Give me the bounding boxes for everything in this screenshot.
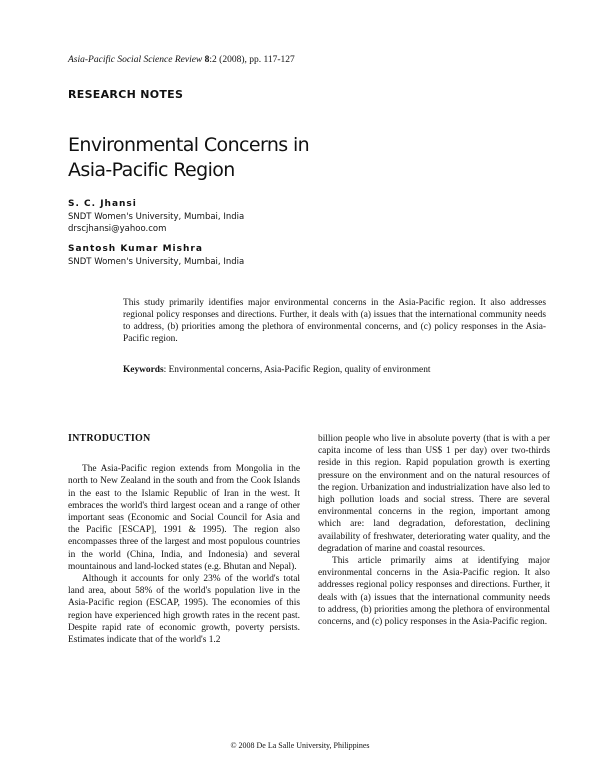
title-line-1: Environmental Concerns in: [68, 134, 310, 156]
body-paragraph-continued: billion people who live in absolute poverty (that is with a per capita income of less than US$ 1 per day) over two-thirds reside in this region. Rapid population growth is exerting pressure on the environment and on the natural resources of the region. Urbanization and industrialization have also led to high pollution loads and social stress. There are several environmental concerns in the region, important among which are: land degradation, deforestation, declining availability of freshwater, deteriorating water quality, and the degradation of marine and coastal resources.: [318, 434, 550, 554]
body-paragraph: The Asia-Pacific region extends from Mongolia in the north to New Zealand in the south and from the Cook Islands in the east to the Islamic Republic of Iran in the west. It embraces the world's third largest ocean and a range of other important seas (Economic and Social Council for Asia and the Pacific [ESCAP], 1991 & 1995). The region also encompasses three of the largest and most populous countries in the world (China, India, and Indonesia) and several mountainous and land-locked states (e.g. Bhutan and Nepal).: [68, 464, 300, 572]
author-email: drscjhansi@yahoo.com: [68, 224, 167, 234]
body-column-right: [318, 433, 550, 628]
keywords-separator: :: [163, 365, 169, 375]
author-name: Santosh Kumar Mishra: [68, 244, 203, 254]
section-heading: INTRODUCTION: [68, 433, 151, 444]
author-name: S. C. Jhansi: [68, 199, 137, 209]
author-affiliation: SNDT Women's University, Mumbai, India: [68, 211, 245, 222]
keywords: [123, 364, 546, 376]
abstract: This study primarily identifies major environmental concerns in the Asia-Pacific region. It also addresses regional policy responses and directions. Further, it deals with (a) issues that the international community needs to address, (b) priorities among the plethora of environmental concerns, and (c) policy responses in the Asia-Pacific region.: [123, 298, 546, 344]
journal-name: Asia-Pacific Social Science Review: [68, 55, 203, 65]
paper-title: [68, 133, 488, 183]
journal-citation: [68, 55, 548, 65]
keywords-label: Keywords: [123, 365, 164, 375]
author-affiliation: SNDT Women's University, Mumbai, India: [68, 256, 245, 267]
keywords-text: Environmental concerns, Asia-Pacific Region, quality of environment: [168, 365, 431, 375]
copyright-footer: © 2008 De La Salle University, Philippines: [230, 741, 370, 750]
journal-issue-pages: :2 (2008), pp. 117-127: [209, 55, 295, 65]
section-label: RESEARCH NOTES: [68, 88, 184, 101]
author-block: [68, 243, 468, 268]
body-paragraph: Although it accounts for only 23% of the world's total land area, about 58% of the world's population live in the Asia-Pacific region (ESCAP, 1995). The economies of this region have experienced high growth rates in the recent past. Despite rapid rate of economic growth, poverty persists. Estimates indicate that of the world's 1.2: [68, 574, 300, 646]
body-paragraph: This article primarily aims at identifying major environmental concerns in the Asia-Pacific region. It also addresses regional policy responses and directions. Further, it deals with (a) issues that the international community needs to address, (b) priorities among the plethora of environmental concerns, and (c) policy responses in the Asia-Pacific region.: [318, 556, 550, 628]
journal-volume: 8: [204, 55, 210, 65]
author-block: [68, 198, 468, 236]
title-line-2: Asia-Pacific Region: [68, 159, 235, 181]
body-column-left: [68, 433, 300, 646]
